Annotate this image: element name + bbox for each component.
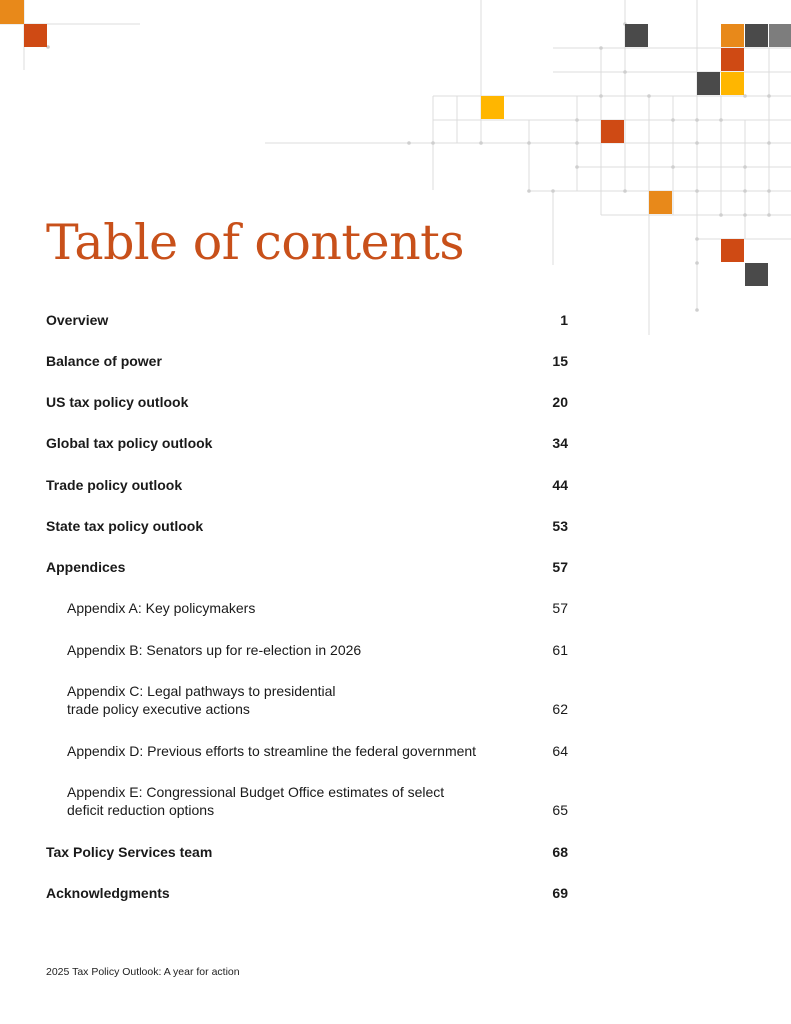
toc-entry-appendix-d[interactable] — [67, 742, 568, 760]
toc-entry-page: 20 — [552, 394, 568, 410]
toc-entry-page: 34 — [552, 435, 568, 451]
toc-entry-acknowledgments[interactable] — [46, 884, 568, 902]
toc-entry-tax-policy-services-team[interactable] — [46, 843, 568, 861]
toc-entry-page: 65 — [552, 802, 568, 818]
toc-entry-label: Appendices — [46, 559, 126, 575]
decorative-grid-graphic — [0, 0, 791, 340]
toc-entry-label: Tax Policy Services team — [46, 844, 213, 860]
toc-entry-appendix-c[interactable] — [67, 682, 568, 718]
toc-entry-label: Appendix C: Legal pathways to presidential trade policy executive actions — [67, 683, 336, 717]
toc-entry-page: 68 — [552, 844, 568, 860]
toc-entry-appendix-a[interactable] — [67, 599, 568, 617]
toc-entry-label: Overview — [46, 312, 109, 328]
toc-entry-label: Balance of power — [46, 353, 162, 369]
toc-entry-label: Appendix B: Senators up for re-election in 2026 — [67, 642, 362, 658]
toc-entry-global-tax-policy[interactable] — [46, 434, 568, 452]
toc-entry-page: 1 — [560, 312, 568, 328]
toc-entry-label: Global tax policy outlook — [46, 435, 213, 451]
page-title: Table of contents — [46, 214, 465, 271]
toc-entry-label: Appendix A: Key policymakers — [67, 600, 256, 616]
toc-entry-overview[interactable] — [46, 311, 568, 329]
toc-entry-label: Appendix D: Previous efforts to streamline the federal government — [67, 743, 477, 759]
toc-entry-appendix-e[interactable] — [67, 783, 568, 819]
toc-entry-page: 57 — [552, 600, 568, 616]
toc-entry-appendix-b[interactable] — [67, 641, 568, 659]
toc-entry-page: 64 — [552, 743, 568, 759]
toc-entry-trade-policy[interactable] — [46, 476, 568, 494]
toc-entry-state-tax-policy[interactable] — [46, 517, 568, 535]
toc-entry-page: 53 — [552, 518, 568, 534]
toc-entry-page: 62 — [552, 701, 568, 717]
toc-entry-page: 57 — [552, 559, 568, 575]
toc-entry-label: Appendix E: Congressional Budget Office estimates of select deficit reduction options — [67, 784, 445, 818]
toc-entry-page: 61 — [552, 642, 568, 658]
toc-entry-label: Trade policy outlook — [46, 477, 183, 493]
toc-entry-balance-of-power[interactable] — [46, 352, 568, 370]
toc-entry-appendices[interactable] — [46, 558, 568, 576]
page-footer: 2025 Tax Policy Outlook: A year for action — [46, 966, 240, 978]
toc-entry-label: Acknowledgments — [46, 885, 170, 901]
toc-entry-page: 44 — [552, 477, 568, 493]
toc-entry-page: 69 — [552, 885, 568, 901]
toc-entry-page: 15 — [552, 353, 568, 369]
toc-entry-us-tax-policy[interactable] — [46, 393, 568, 411]
toc-entry-label: State tax policy outlook — [46, 518, 204, 534]
toc-entry-label: US tax policy outlook — [46, 394, 189, 410]
